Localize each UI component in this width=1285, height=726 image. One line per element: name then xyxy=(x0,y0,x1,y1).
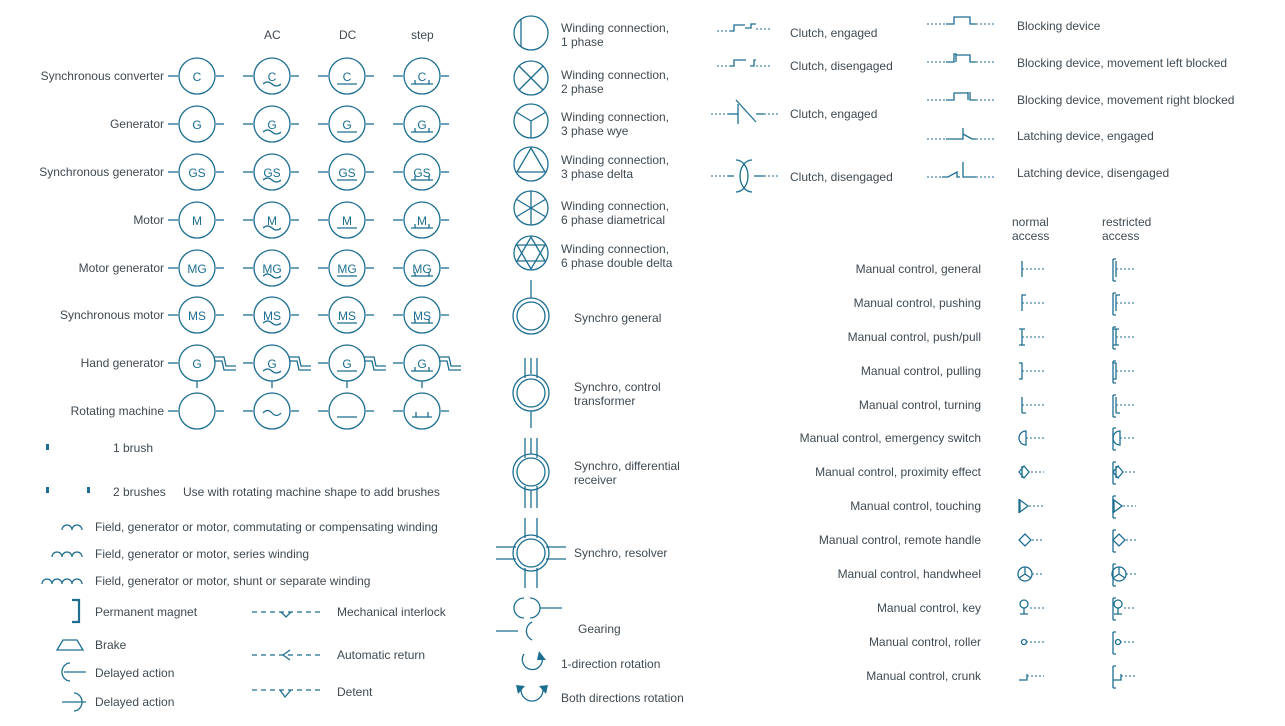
machine-glyph: C xyxy=(342,70,352,84)
label-manual-control: Manual control, handwheel xyxy=(837,567,981,581)
machine-glyph: GS xyxy=(263,166,281,180)
detent-icon[interactable] xyxy=(250,684,322,700)
winding-1-phase-icon[interactable] xyxy=(512,14,552,54)
header-dc: DC xyxy=(339,28,357,42)
machine-symbol-dc[interactable] xyxy=(318,103,398,153)
label-brushes-note: Use with rotating machine shape to add brushes xyxy=(183,485,440,499)
machine-symbol-step[interactable] xyxy=(393,199,473,249)
one-brush-icon[interactable] xyxy=(45,443,53,453)
manual-control-normal-icon[interactable] xyxy=(1018,428,1068,450)
header-ac: AC xyxy=(264,28,281,42)
label-field-series: Field, generator or motor, series winding xyxy=(95,547,310,561)
machine-symbol-dc[interactable] xyxy=(318,55,398,105)
manual-control-normal-icon[interactable] xyxy=(1018,666,1068,688)
machine-symbol-dc[interactable] xyxy=(318,151,398,201)
machine-glyph: MG xyxy=(187,262,207,276)
manual-control-normal-icon[interactable] xyxy=(1018,395,1068,417)
label-manual-control: Manual control, remote handle xyxy=(818,533,981,547)
manual-control-normal-icon[interactable] xyxy=(1018,293,1068,315)
label-machine-row: Synchronous generator xyxy=(39,165,164,179)
label-manual-control: Manual control, pushing xyxy=(853,296,981,310)
machine-glyph: M xyxy=(342,214,352,228)
synchro-control-transformer-icon[interactable] xyxy=(510,356,554,440)
label-machine-row: Synchronous motor xyxy=(59,308,164,322)
clutch-disengaged-icon[interactable] xyxy=(716,55,774,71)
machine-glyph: M xyxy=(417,214,427,228)
label-winding-3-phase-delta: Winding connection, 3 phase delta xyxy=(561,153,670,181)
machine-glyph: G xyxy=(342,118,352,132)
machine-symbol-plain[interactable] xyxy=(168,342,248,392)
machine-glyph: G xyxy=(417,118,427,132)
label-brake: Brake xyxy=(95,638,127,652)
label-gearing: Gearing xyxy=(578,622,621,636)
mechanical-interlock-icon[interactable] xyxy=(250,603,322,619)
label-blocking-right: Blocking device, movement right blocked xyxy=(1017,93,1235,107)
manual-control-normal-icon[interactable] xyxy=(1018,632,1068,654)
label-synchro-differential-receiver: Synchro, differential receiver xyxy=(574,459,680,487)
machine-symbol-step[interactable] xyxy=(393,103,473,153)
label-manual-control: Manual control, push/pull xyxy=(847,330,981,344)
synchro-general-icon[interactable] xyxy=(510,280,554,356)
label-manual-control: Manual control, turning xyxy=(858,398,981,412)
label-two-brushes: 2 brushes xyxy=(113,485,166,499)
latching-engaged-icon[interactable] xyxy=(926,124,996,142)
manual-control-restricted-icon[interactable] xyxy=(1106,495,1156,519)
label-field-shunt: Field, generator or motor, shunt or separate winding xyxy=(95,574,371,588)
manual-control-restricted-icon[interactable] xyxy=(1106,529,1156,553)
manual-control-restricted-icon[interactable] xyxy=(1106,360,1156,384)
machine-glyph: MG xyxy=(337,262,357,276)
machine-symbol-step[interactable] xyxy=(393,294,473,344)
label-permanent-magnet: Permanent magnet xyxy=(95,605,198,619)
machine-glyph: MS xyxy=(188,309,206,323)
machine-glyph: MS xyxy=(263,309,281,323)
label-rotating-machine: Rotating machine xyxy=(70,404,164,418)
machine-symbol-plain[interactable] xyxy=(168,151,248,201)
clutch-engaged-icon[interactable] xyxy=(716,20,774,36)
winding-6-phase-double-delta-icon[interactable] xyxy=(512,234,552,274)
synchro-resolver-icon[interactable] xyxy=(494,516,570,592)
automatic-return-icon[interactable] xyxy=(250,647,322,663)
machine-symbol-step[interactable] xyxy=(393,247,473,297)
header-restricted-access: restricted access xyxy=(1102,215,1152,243)
label-automatic-return: Automatic return xyxy=(337,648,426,662)
machine-glyph: G xyxy=(192,118,202,132)
rotating-machine-dc-symbol[interactable] xyxy=(318,390,378,432)
machine-glyph: G xyxy=(267,118,277,132)
winding-2-phase-icon[interactable] xyxy=(512,59,552,99)
label-manual-control: Manual control, general xyxy=(855,262,981,276)
label-manual-control: Manual control, pulling xyxy=(860,364,981,378)
label-one-direction-rotation: 1-direction rotation xyxy=(561,657,661,671)
machine-glyph: M xyxy=(267,214,277,228)
winding-3-phase-wye-icon[interactable] xyxy=(512,102,552,142)
gearing-icon[interactable] xyxy=(494,594,566,642)
machine-glyph: M xyxy=(192,214,202,228)
machine-glyph: C xyxy=(267,70,277,84)
label-delayed-action-2: Delayed action xyxy=(95,695,175,709)
machine-glyph: GS xyxy=(413,166,431,180)
machine-symbol-ac[interactable] xyxy=(243,151,323,201)
machine-glyph: G xyxy=(417,357,427,371)
manual-control-restricted-icon[interactable] xyxy=(1106,258,1156,282)
winding-3-phase-delta-icon[interactable] xyxy=(512,145,552,185)
manual-control-normal-icon[interactable] xyxy=(1018,564,1068,586)
manual-control-normal-icon[interactable] xyxy=(1018,327,1068,349)
manual-control-normal-icon[interactable] xyxy=(1018,259,1068,281)
label-clutch-engaged-2: Clutch, engaged xyxy=(790,107,878,121)
rotating-machine-symbol[interactable] xyxy=(168,390,228,432)
label-manual-control: Manual control, touching xyxy=(850,499,981,513)
machine-glyph: G xyxy=(192,357,202,371)
clutch-engaged-alt-icon[interactable] xyxy=(710,96,782,132)
manual-control-normal-icon[interactable] xyxy=(1018,462,1068,484)
machine-symbol-plain[interactable] xyxy=(168,55,248,105)
machine-symbol-plain[interactable] xyxy=(168,294,248,344)
label-machine-row: Generator xyxy=(109,117,164,131)
machine-glyph: C xyxy=(417,70,427,84)
machine-symbol-step[interactable] xyxy=(393,55,473,105)
machine-symbol-ac[interactable] xyxy=(243,55,323,105)
machine-symbol-step[interactable] xyxy=(393,151,473,201)
both-directions-rotation-icon[interactable] xyxy=(512,682,552,710)
manual-control-restricted-icon[interactable] xyxy=(1106,665,1156,689)
commutating-winding-icon[interactable] xyxy=(60,520,90,532)
label-machine-row: Motor xyxy=(133,213,164,227)
label-blocking-left: Blocking device, movement left blocked xyxy=(1017,56,1228,70)
label-clutch-disengaged-2: Clutch, disengaged xyxy=(790,170,893,184)
manual-control-restricted-icon[interactable] xyxy=(1106,326,1156,350)
label-manual-control: Manual control, emergency switch xyxy=(799,431,981,445)
two-brushes-icon[interactable] xyxy=(45,486,95,496)
manual-control-restricted-icon[interactable] xyxy=(1106,394,1156,418)
machine-symbol-dc[interactable] xyxy=(318,342,398,392)
machine-symbol-ac[interactable] xyxy=(243,294,323,344)
label-one-brush: 1 brush xyxy=(113,441,154,455)
manual-control-restricted-icon[interactable] xyxy=(1106,427,1156,451)
label-machine-row: Motor generator xyxy=(78,261,164,275)
delayed-action-icon[interactable] xyxy=(60,661,88,683)
machine-symbol-dc[interactable] xyxy=(318,247,398,297)
machine-symbol-ac[interactable] xyxy=(243,247,323,297)
label-synchro-resolver: Synchro, resolver xyxy=(574,546,668,560)
label-machine-row: Synchronous converter xyxy=(40,69,164,83)
machine-glyph: MS xyxy=(338,309,356,323)
permanent-magnet-icon[interactable] xyxy=(70,598,84,626)
label-winding-1-phase: Winding connection, 1 phase xyxy=(561,21,670,49)
label-clutch-engaged-1: Clutch, engaged xyxy=(790,26,878,40)
rotating-machine-step-symbol[interactable] xyxy=(393,390,453,432)
synchro-differential-receiver-icon[interactable] xyxy=(510,436,554,512)
label-delayed-action-1: Delayed action xyxy=(95,666,175,680)
label-latching-engaged: Latching device, engaged xyxy=(1017,129,1154,143)
machine-symbol-step[interactable] xyxy=(393,342,473,392)
machine-glyph: GS xyxy=(188,166,206,180)
label-winding-6-phase-double-delta: Winding connection, 6 phase double delta xyxy=(561,242,673,270)
winding-6-phase-diametrical-icon[interactable] xyxy=(512,189,552,229)
manual-control-normal-icon[interactable] xyxy=(1018,530,1068,552)
clutch-disengaged-alt-icon[interactable] xyxy=(710,158,782,194)
manual-control-restricted-icon[interactable] xyxy=(1106,597,1156,621)
manual-control-normal-icon[interactable] xyxy=(1018,598,1068,620)
machine-symbol-ac[interactable] xyxy=(243,103,323,153)
label-manual-control: Manual control, roller xyxy=(868,635,981,649)
machine-symbol-dc[interactable] xyxy=(318,294,398,344)
machine-glyph: MS xyxy=(413,309,431,323)
header-step: step xyxy=(411,28,434,42)
rotating-machine-ac-symbol[interactable] xyxy=(243,390,303,432)
label-field-commutating: Field, generator or motor, commutating or compensating winding xyxy=(95,520,438,534)
machine-glyph: G xyxy=(342,357,352,371)
one-direction-rotation-icon[interactable] xyxy=(515,648,549,676)
label-latching-disengaged: Latching device, disengaged xyxy=(1017,166,1170,180)
label-synchro-general: Synchro general xyxy=(574,311,662,325)
blocking-right-icon[interactable] xyxy=(926,88,996,104)
manual-control-restricted-icon[interactable] xyxy=(1106,461,1156,485)
blocking-left-icon[interactable] xyxy=(926,50,996,66)
shunt-winding-icon[interactable] xyxy=(40,574,90,586)
manual-control-normal-icon[interactable] xyxy=(1018,496,1068,518)
machine-symbol-plain[interactable] xyxy=(168,103,248,153)
machine-symbol-ac[interactable] xyxy=(243,342,323,392)
brake-icon[interactable] xyxy=(56,638,86,652)
machine-symbol-dc[interactable] xyxy=(318,199,398,249)
label-machine-row: Hand generator xyxy=(80,356,164,370)
blocking-device-icon[interactable] xyxy=(926,12,996,28)
machine-symbol-plain[interactable] xyxy=(168,247,248,297)
machine-glyph: MG xyxy=(262,262,282,276)
label-manual-control: Manual control, key xyxy=(876,601,981,615)
latching-disengaged-icon[interactable] xyxy=(926,160,996,180)
manual-control-normal-icon[interactable] xyxy=(1018,361,1068,383)
label-winding-6-phase-diametrical: Winding connection, 6 phase diametrical xyxy=(561,199,670,227)
machine-glyph: GS xyxy=(338,166,356,180)
machine-glyph: C xyxy=(192,70,202,84)
label-manual-control: Manual control, proximity effect xyxy=(815,465,981,479)
label-winding-2-phase: Winding connection, 2 phase xyxy=(561,68,670,96)
label-clutch-disengaged-1: Clutch, disengaged xyxy=(790,59,893,73)
manual-control-restricted-icon[interactable] xyxy=(1106,631,1156,655)
machine-symbol-ac[interactable] xyxy=(243,199,323,249)
label-manual-control: Manual control, crunk xyxy=(866,669,981,683)
delayed-action-alt-icon[interactable] xyxy=(60,691,88,713)
label-mechanical-interlock: Mechanical interlock xyxy=(337,605,446,619)
header-normal-access: normal access xyxy=(1012,215,1050,243)
label-detent: Detent xyxy=(337,685,373,699)
label-synchro-control-transformer: Synchro, control transformer xyxy=(574,380,661,408)
label-blocking-device: Blocking device xyxy=(1017,19,1101,33)
machine-glyph: MG xyxy=(412,262,432,276)
label-both-directions-rotation: Both directions rotation xyxy=(561,691,684,705)
manual-control-restricted-icon[interactable] xyxy=(1106,292,1156,316)
machine-glyph: G xyxy=(267,357,277,371)
machine-symbol-plain[interactable] xyxy=(168,199,248,249)
manual-control-restricted-icon[interactable] xyxy=(1106,563,1156,587)
series-winding-icon[interactable] xyxy=(50,547,90,559)
label-winding-3-phase-wye: Winding connection, 3 phase wye xyxy=(561,110,670,138)
